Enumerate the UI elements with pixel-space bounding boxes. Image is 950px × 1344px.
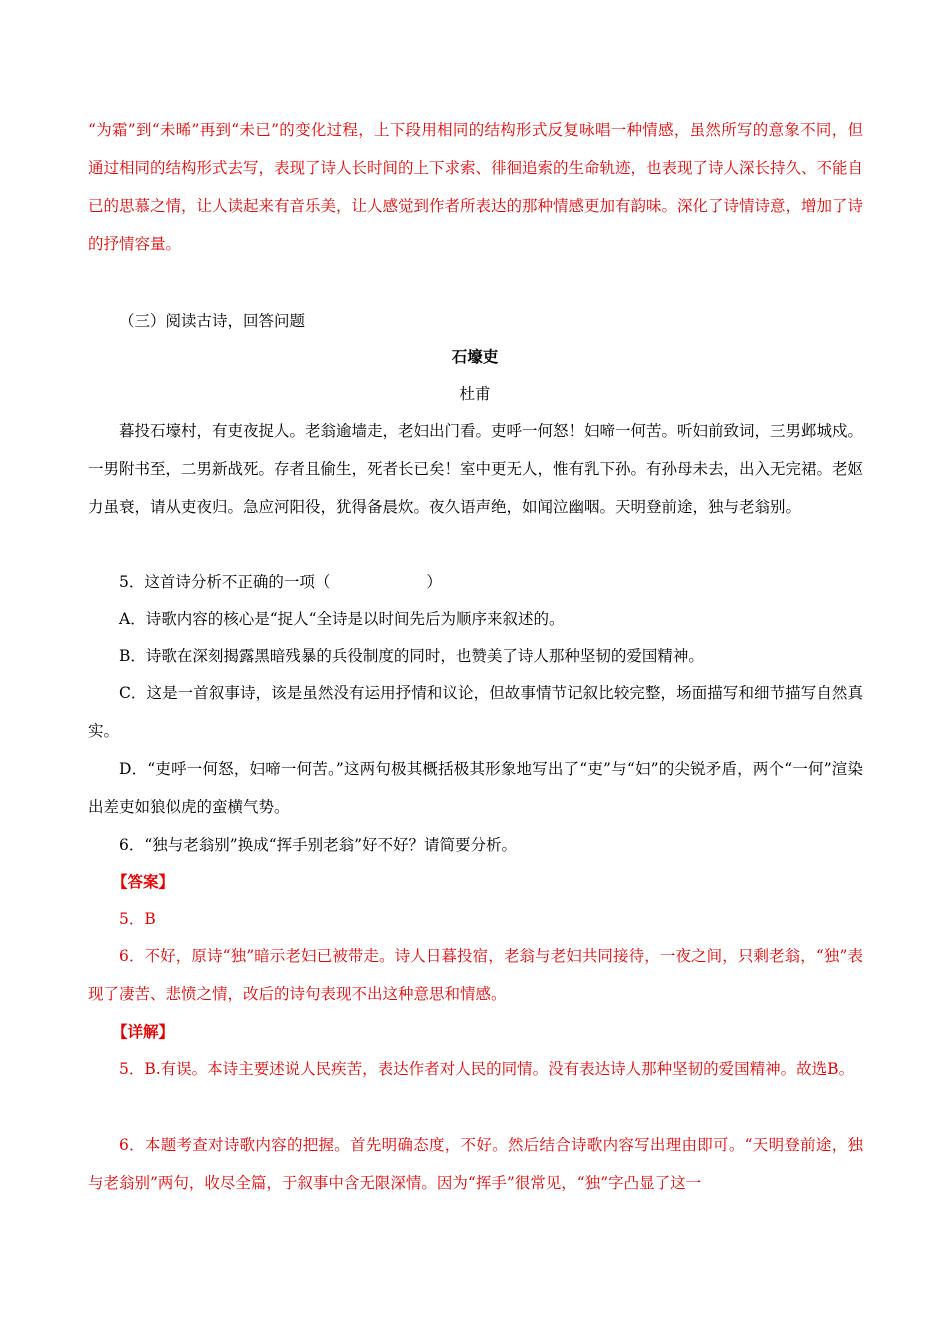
answer-6: 6．不好，原诗“独”暗示老妇已被带走。诗人日暮投宿，老翁与老妇共同接待，一夜之间，只剩老翁，“独”表现了凄苦、悲愤之情，改后的诗句表现不出这种意思和情感。: [88, 947, 863, 1003]
poem-text: 暮投石壕村，有吏夜捉人。老翁逾墙走，老妇出门看。吏呼一何怒！妇啼一何苦。听妇前致词，三男邺城戍。一男附书至，二男新战死。存者且偷生，死者长已矣！室中更无人，惟有乳下孙。有孙母未去，出入无完裙。老妪力虽衰，请从吏夜归。急应河阳役，犹得备晨炊。夜久语声绝，如闻泣幽咽。天明登前途，独与老翁别。: [88, 422, 864, 516]
option-a: A．诗歌内容的核心是“捉人“全诗是以时间先后为顺序来叙述的。: [119, 610, 565, 628]
detail-label: 【详解】: [112, 1022, 175, 1041]
option-c: C．这是一首叙事诗，该是虽然没有运用抒情和议论，但故事情节记叙比较完整，场面描写和细节描写自然真实。: [88, 684, 863, 740]
answer-5: 5．B: [119, 910, 156, 928]
intro-paragraph: “为霜”到“未晞”再到“未已”的变化过程，上下段用相同的结构形式反复咏唱一种情感，虽然所写的意象不同，但通过相同的结构形式去写，表现了诗人长时间的上下求索、徘徊追索的生命轨迹，也表现了诗人深长持久、不能自已的思慕之情，让人读起来有音乐美，让人感觉到作者所表达的那种情感更加有韵味。深化了诗情诗意，增加了诗的抒情容量。: [88, 121, 864, 253]
answer-label: 【答案】: [112, 872, 175, 891]
option-d: D．“吏呼一何怒，妇啼一何苦。”这两句极其概括极其形象地写出了“吏”与“妇”的尖锐矛盾，两个“一何”渲染出差吏如狼似虎的蛮横气势。: [88, 760, 863, 816]
question-5-stem-text: 5．这首诗分析不正确的一项（: [119, 573, 331, 591]
detail-5: 5．B.有误。本诗主要述说人民疾苦，表达作者对人民的同情。没有表达诗人那种坚韧的爱国精神。故选B。: [119, 1060, 855, 1078]
detail-6: 6．本题考查对诗歌内容的把握。首先明确态度，不好。然后结合诗歌内容写出理由即可。“天明登前途，独与老翁别”两句，收尽全篇，于叙事中含无限深情。因为“挥手”很常见，“独”字凸显了这一: [88, 1136, 863, 1192]
section-heading: （三）阅读古诗，回答问题: [119, 312, 306, 330]
poem-author: 杜甫: [459, 385, 491, 403]
poem-title: 石壕吏: [451, 347, 499, 366]
question-5-stem: [119, 570, 894, 594]
option-b: B．诗歌在深刻揭露黑暗残暴的兵役制度的同时，也赞美了诗人那种坚韧的爱国精神。: [119, 647, 704, 665]
question-6: 6．“独与老翁别”换成“挥手别老翁”好不好？请简要分析。: [119, 836, 518, 854]
question-5-stem-close: ）: [426, 573, 442, 591]
